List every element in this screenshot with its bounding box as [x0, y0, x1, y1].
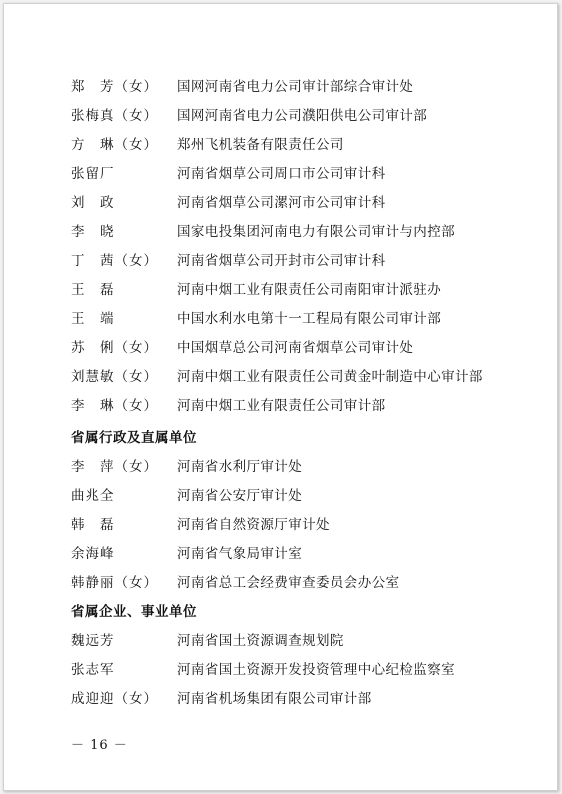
person-organization: 河南省烟草公司周口市公司审计科: [177, 166, 386, 182]
document-page: [3, 3, 558, 791]
person-name: 李 晓: [71, 224, 115, 240]
list-item: [4, 515, 557, 535]
person-name: 韩 磊: [71, 517, 115, 533]
person-organization: 河南省烟草公司开封市公司审计科: [177, 253, 386, 269]
person-organization: 中国烟草总公司河南省烟草公司审计处: [177, 340, 414, 356]
list-item: [4, 309, 557, 329]
person-name: 李 琳（女）: [71, 398, 158, 414]
list-item: [4, 367, 557, 387]
list-item: [4, 106, 557, 126]
person-name: 余海峰: [71, 546, 115, 562]
person-name: 张志军: [71, 662, 115, 678]
person-organization: 郑州飞机装备有限责任公司: [177, 137, 344, 153]
list-item: [4, 222, 557, 242]
person-organization: 河南省气象局审计室: [177, 546, 303, 562]
person-name: 刘 政: [71, 195, 115, 211]
list-item: [4, 164, 557, 184]
list-item: [4, 251, 557, 271]
list-item: [4, 573, 557, 593]
list-item: [4, 193, 557, 213]
personnel-list: [4, 4, 557, 790]
person-organization: 河南中烟工业有限责任公司审计部: [177, 398, 386, 414]
person-name: 成迎迎（女）: [71, 691, 158, 707]
person-name: 韩静丽（女）: [71, 575, 158, 591]
person-name: 曲兆全: [71, 488, 115, 504]
list-item: [4, 486, 557, 506]
list-item: [4, 135, 557, 155]
person-organization: 国网河南省电力公司濮阳供电公司审计部: [177, 108, 428, 124]
person-organization: 中国水利水电第十一工程局有限公司审计部: [177, 311, 442, 327]
list-item: [4, 689, 557, 709]
list-item: [4, 660, 557, 680]
list-item: [4, 280, 557, 300]
person-name: 王 磊: [71, 282, 115, 298]
person-name: 王 端: [71, 311, 115, 327]
person-name: 魏远芳: [71, 633, 115, 649]
page-number: － 16 －: [71, 738, 128, 753]
person-organization: 河南省水利厅审计处: [177, 459, 303, 475]
person-organization: 河南省公安厅审计处: [177, 488, 303, 504]
person-name: 方 琳（女）: [71, 137, 158, 153]
person-name: 张梅真（女）: [71, 108, 158, 124]
person-name: 刘慧敏（女）: [71, 369, 158, 385]
list-item: [4, 544, 557, 564]
person-organization: 河南省自然资源厅审计处: [177, 517, 330, 533]
person-name: 苏 俐（女）: [71, 340, 158, 356]
person-organization: 国家电投集团河南电力有限公司审计与内控部: [177, 224, 455, 240]
person-organization: 河南省总工会经费审查委员会办公室: [177, 575, 400, 591]
list-item: [4, 457, 557, 477]
person-name: 郑 芳（女）: [71, 79, 158, 95]
list-item: [4, 396, 557, 416]
person-organization: 河南省烟草公司漯河市公司审计科: [177, 195, 386, 211]
person-name: 丁 茜（女）: [71, 253, 158, 269]
person-organization: 国网河南省电力公司审计部综合审计处: [177, 79, 414, 95]
person-organization: 河南中烟工业有限责任公司南阳审计派驻办: [177, 282, 442, 298]
person-name: 张留厂: [71, 166, 115, 182]
person-organization: 河南中烟工业有限责任公司黄金叶制造中心审计部: [177, 369, 483, 385]
section-heading: 省属行政及直属单位: [71, 430, 197, 446]
list-item: [4, 77, 557, 97]
list-item: [4, 338, 557, 358]
person-organization: 河南省国土资源调查规划院: [177, 633, 344, 649]
person-organization: 河南省机场集团有限公司审计部: [177, 691, 372, 707]
person-organization: 河南省国土资源开发投资管理中心纪检监察室: [177, 662, 455, 678]
list-item: [4, 631, 557, 651]
section-heading: 省属企业、事业单位: [71, 604, 197, 620]
person-name: 李 萍（女）: [71, 459, 158, 475]
